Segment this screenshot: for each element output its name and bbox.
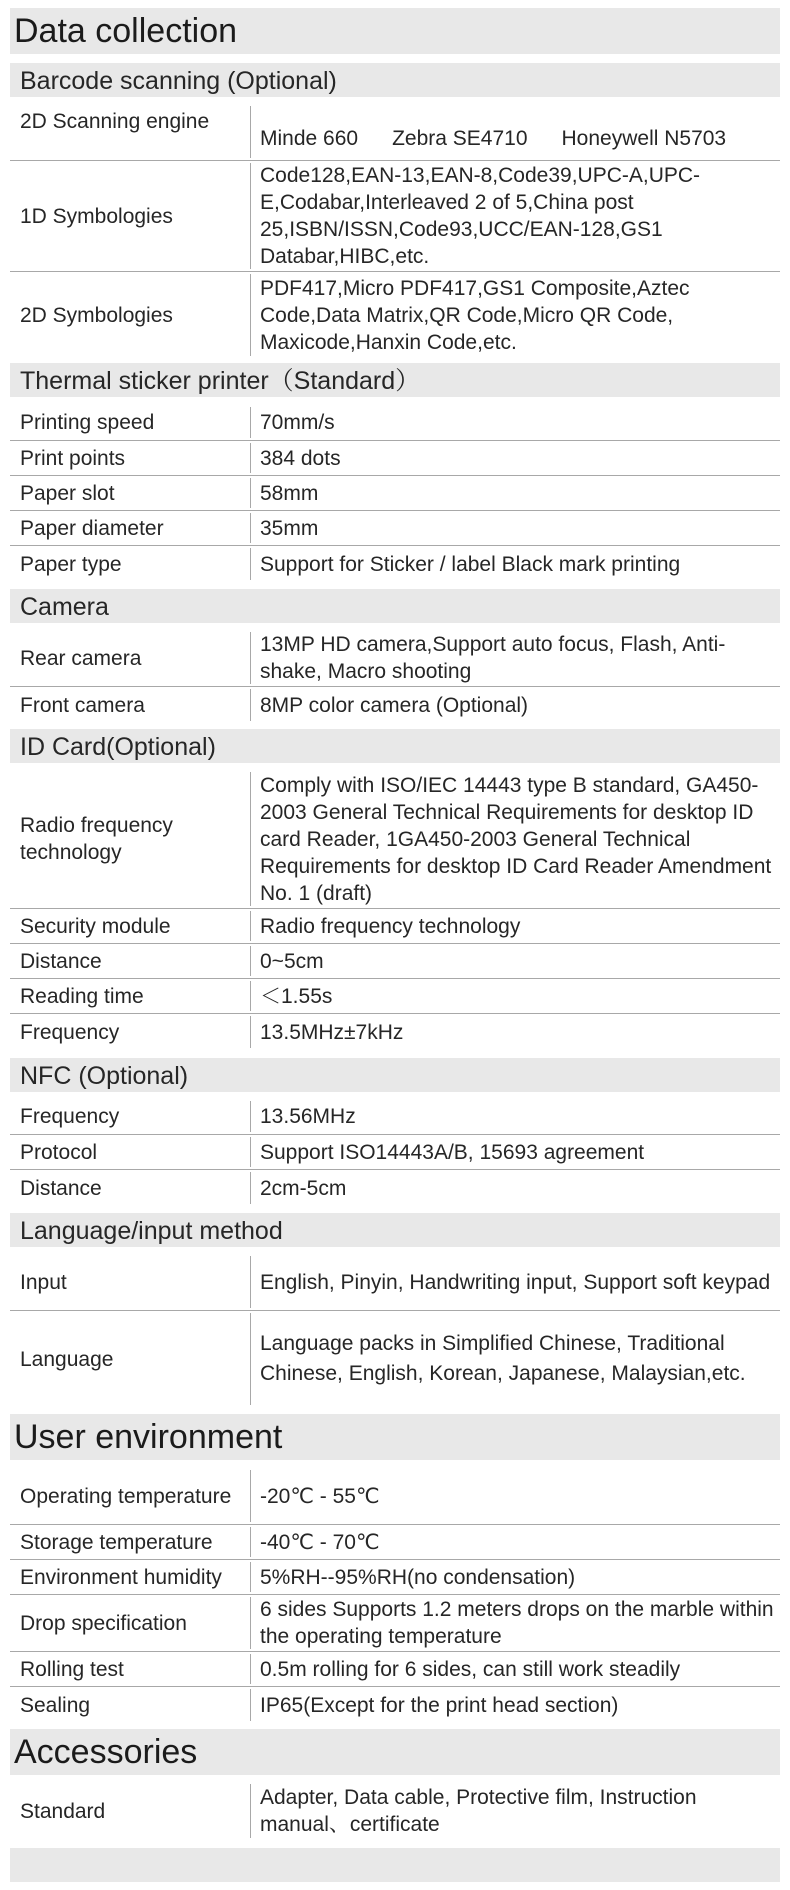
spec-label: Rear camera bbox=[20, 646, 142, 670]
spec-row-standard bbox=[10, 1782, 780, 1840]
column-divider bbox=[250, 1172, 251, 1204]
spec-value: Support ISO14443A/B, 15693 agreement bbox=[260, 1140, 645, 1164]
column-divider bbox=[250, 548, 251, 580]
spec-label: Input bbox=[20, 1270, 67, 1294]
spec-value: 13MP HD camera,Support auto focus, Flash, Anti-shake, Macro shooting bbox=[260, 633, 726, 683]
spec-row-print-points bbox=[10, 441, 780, 476]
spec-label: Paper diameter bbox=[20, 516, 164, 540]
column-divider bbox=[250, 407, 251, 438]
spec-label: 1D Symbologies bbox=[20, 204, 173, 228]
column-divider bbox=[250, 632, 251, 684]
column-divider bbox=[250, 1101, 251, 1132]
idcard-section-header bbox=[10, 729, 780, 763]
spec-label: Drop specification bbox=[20, 1611, 187, 1635]
spec-label: Reading time bbox=[20, 984, 144, 1008]
spec-value: -20℃ - 55℃ bbox=[260, 1484, 380, 1508]
spec-value: 8MP color camera (Optional) bbox=[260, 693, 529, 717]
column-divider bbox=[250, 772, 251, 906]
spec-row-reading-time bbox=[10, 979, 780, 1014]
engine-minde: Minde 660 bbox=[260, 127, 359, 150]
spec-row-nfc-frequency bbox=[10, 1099, 780, 1135]
spec-row-rear-camera bbox=[10, 630, 780, 687]
spec-value: Radio frequency technology bbox=[260, 914, 521, 938]
spec-label: Storage temperature bbox=[20, 1530, 213, 1554]
spec-label: Paper type bbox=[20, 552, 122, 576]
accessories-title: Accessories bbox=[14, 1733, 198, 1771]
spec-label: Operating temperature bbox=[20, 1484, 232, 1508]
spec-row-frequency bbox=[10, 1014, 780, 1050]
nfc-section-title: NFC (Optional) bbox=[20, 1062, 189, 1090]
spec-value: 0.5m rolling for 6 sides, can still work steadily bbox=[260, 1657, 681, 1681]
language-section-title: Language/input method bbox=[20, 1217, 283, 1245]
column-divider bbox=[250, 1654, 251, 1684]
camera-section-title: Camera bbox=[20, 593, 109, 621]
column-divider bbox=[250, 1784, 251, 1838]
column-divider bbox=[250, 1016, 251, 1048]
data-collection-title-bar bbox=[10, 8, 780, 54]
spec-label: Print points bbox=[20, 446, 126, 470]
barcode-section-title: Barcode scanning (Optional) bbox=[20, 67, 337, 95]
spec-label: Front camera bbox=[20, 693, 145, 717]
spec-value: 384 dots bbox=[260, 446, 341, 470]
spec-value-engines bbox=[260, 104, 778, 160]
spec-row-front-camera bbox=[10, 687, 780, 723]
spec-row-humidity bbox=[10, 1560, 780, 1595]
spec-value: Support for Sticker / label Black mark printing bbox=[260, 552, 681, 576]
spec-label: Sealing bbox=[20, 1693, 91, 1717]
spec-value: Code128,EAN-13,EAN-8,Code39,UPC-A,UPC-E,Codabar,Interleaved 2 of 5,China post 25,ISBN/ISSN,Code93,UCC/EAN-128,GS1 Databar,HIBC,etc. bbox=[260, 164, 701, 268]
spec-row-sealing bbox=[10, 1687, 780, 1723]
column-divider bbox=[250, 1313, 251, 1405]
spec-label: Standard bbox=[20, 1799, 106, 1823]
column-divider bbox=[250, 1256, 251, 1308]
column-divider bbox=[250, 1689, 251, 1721]
user-environment-title-bar bbox=[10, 1414, 780, 1460]
idcard-section-title: ID Card(Optional) bbox=[20, 733, 216, 761]
spec-value: Language packs in Simplified Chinese, Traditional Chinese, English, Korean, Japanese, Malaysian,etc. bbox=[260, 1332, 746, 1385]
spec-label: Distance bbox=[20, 949, 102, 973]
spec-value: 13.56MHz bbox=[260, 1105, 356, 1128]
spec-value: Comply with ISO/IEC 14443 type B standard, GA450-2003 General Technical Requirements for desktop ID card Reader, 1GA450-2003 General Technical Requirements for desktop ID Card Reader Amendment No. 1 (draft) bbox=[260, 773, 772, 905]
spec-row-printing-speed bbox=[10, 405, 780, 441]
spec-row-paper-type bbox=[10, 546, 780, 582]
spec-label: Language bbox=[20, 1347, 114, 1371]
spec-label: Frequency bbox=[20, 1020, 120, 1044]
spec-row-rolling bbox=[10, 1652, 780, 1687]
spec-value: 13.5MHz±7kHz bbox=[260, 1020, 404, 1044]
spec-label: Protocol bbox=[20, 1140, 98, 1164]
camera-section-header bbox=[10, 589, 780, 623]
nfc-section-header bbox=[10, 1058, 780, 1092]
spec-row-radio-frequency bbox=[10, 770, 780, 909]
spec-row-storage-temp bbox=[10, 1525, 780, 1560]
spec-row-nfc-protocol bbox=[10, 1135, 780, 1170]
printer-section-header bbox=[10, 363, 780, 397]
column-divider bbox=[250, 946, 251, 976]
column-divider bbox=[250, 443, 251, 473]
engine-zebra: Zebra SE4710 bbox=[392, 127, 528, 150]
spec-value: 6 sides Supports 1.2 meters drops on the marble within the operating temperature bbox=[260, 1598, 774, 1648]
spec-label: Paper slot bbox=[20, 481, 115, 505]
column-divider bbox=[250, 274, 251, 356]
spec-row-paper-diameter bbox=[10, 511, 780, 546]
spec-label: Environment humidity bbox=[20, 1565, 222, 1589]
spec-label: Frequency bbox=[20, 1105, 120, 1128]
column-divider bbox=[250, 1597, 251, 1649]
spec-row-distance bbox=[10, 944, 780, 979]
spec-row-2d-symbologies bbox=[10, 272, 780, 358]
spec-value: 0~5cm bbox=[260, 949, 324, 973]
language-section-header bbox=[10, 1213, 780, 1247]
spec-value: IP65(Except for the print head section) bbox=[260, 1693, 619, 1717]
spec-label: Radio frequency technology bbox=[20, 814, 173, 864]
spec-row-security-module bbox=[10, 909, 780, 944]
spec-value: PDF417,Micro PDF417,GS1 Composite,Aztec Code,Data Matrix,QR Code,Micro QR Code, Maxicode,Hanxin Code,etc. bbox=[260, 276, 690, 354]
column-divider bbox=[250, 1137, 251, 1167]
column-divider bbox=[250, 1527, 251, 1557]
printer-section-title: Thermal sticker printer（Standard） bbox=[20, 367, 421, 395]
spec-row-paper-slot bbox=[10, 476, 780, 511]
spec-value: 35mm bbox=[260, 516, 319, 540]
engine-honeywell: Honeywell N5703 bbox=[561, 127, 727, 150]
column-divider bbox=[250, 1562, 251, 1592]
spec-value: English, Pinyin, Handwriting input, Support soft keypad bbox=[260, 1270, 771, 1294]
spec-value: Adapter, Data cable, Protective film, Instruction manual、certificate bbox=[260, 1786, 697, 1836]
column-divider bbox=[250, 106, 251, 158]
spec-value: -40℃ - 70℃ bbox=[260, 1530, 380, 1554]
spec-value: ＜1.55s bbox=[260, 984, 333, 1008]
spec-value: 5%RH--95%RH(no condensation) bbox=[260, 1565, 576, 1589]
spec-label: 2D Symbologies bbox=[20, 303, 173, 327]
column-divider bbox=[250, 981, 251, 1011]
column-divider bbox=[250, 911, 251, 941]
barcode-section-header bbox=[10, 63, 780, 97]
spec-value: 58mm bbox=[260, 481, 319, 505]
spec-row-language bbox=[10, 1311, 780, 1407]
column-divider bbox=[250, 1470, 251, 1522]
spec-value: 70mm/s bbox=[260, 411, 335, 434]
data-collection-title: Data collection bbox=[14, 12, 238, 50]
spec-row-drop bbox=[10, 1595, 780, 1652]
accessories-title-bar bbox=[10, 1729, 780, 1775]
spec-label: Security module bbox=[20, 914, 171, 938]
spec-row-operating-temp bbox=[10, 1468, 780, 1525]
user-environment-title: User environment bbox=[14, 1418, 283, 1456]
spec-row-nfc-distance bbox=[10, 1170, 780, 1206]
column-divider bbox=[250, 689, 251, 721]
column-divider bbox=[250, 513, 251, 543]
spec-label: Distance bbox=[20, 1176, 102, 1200]
spec-label: Rolling test bbox=[20, 1657, 124, 1681]
spec-row-1d-symbologies bbox=[10, 161, 780, 272]
spec-row-input bbox=[10, 1254, 780, 1311]
spec-value: 2cm-5cm bbox=[260, 1176, 347, 1200]
footer-bar bbox=[10, 1848, 780, 1882]
spec-label: 2D Scanning engine bbox=[20, 110, 210, 133]
column-divider bbox=[250, 163, 251, 269]
column-divider bbox=[250, 478, 251, 508]
spec-row-scanning-engine bbox=[10, 104, 780, 161]
spec-label: Printing speed bbox=[20, 411, 155, 434]
